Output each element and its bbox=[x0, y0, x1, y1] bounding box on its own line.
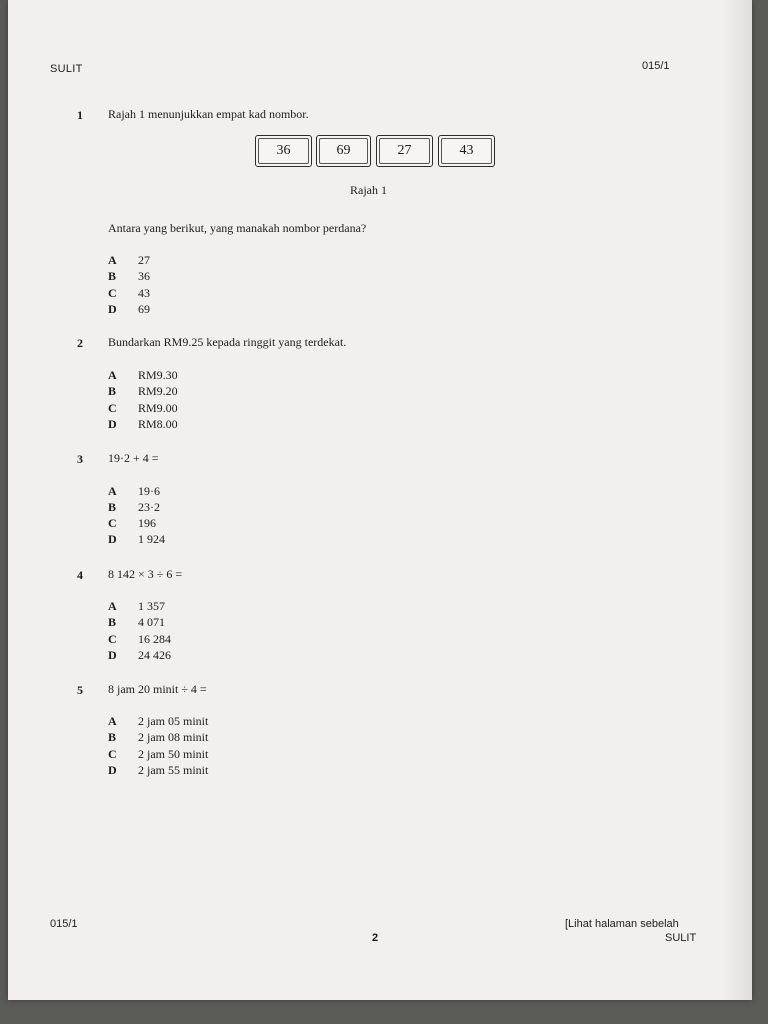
footer-paper-code: 015/1 bbox=[50, 918, 78, 930]
option-value: RM9.30 bbox=[138, 368, 178, 382]
option-value: 19·6 bbox=[138, 484, 160, 498]
option-letter: A bbox=[108, 714, 117, 728]
question-text: 19·2 + 4 = bbox=[108, 451, 159, 465]
option-value: 1 357 bbox=[138, 599, 165, 613]
question-text: Bundarkan RM9.25 kepada ringgit yang terdekat. bbox=[108, 335, 347, 349]
question-number: 2 bbox=[77, 336, 83, 350]
option-letter: C bbox=[108, 632, 117, 646]
card-value: 36 bbox=[276, 143, 291, 158]
option-letter: B bbox=[108, 384, 117, 398]
option-letter: B bbox=[108, 615, 117, 629]
option-letter: C bbox=[108, 286, 117, 300]
option-letter: D bbox=[108, 532, 117, 546]
option-value: 36 bbox=[138, 269, 150, 283]
option-letter: C bbox=[108, 747, 117, 761]
option-value: RM8.00 bbox=[138, 417, 178, 431]
option-value: 23·2 bbox=[138, 500, 160, 514]
option-letter: A bbox=[108, 253, 117, 267]
card-value: 43 bbox=[459, 143, 474, 158]
option-letter: A bbox=[108, 484, 117, 498]
question-number: 4 bbox=[77, 568, 83, 582]
number-card bbox=[255, 135, 312, 167]
option-value: 24 426 bbox=[138, 648, 171, 662]
question-prompt: Antara yang berikut, yang manakah nombor perdana? bbox=[108, 221, 367, 235]
option-letter: B bbox=[108, 500, 117, 514]
option-value: 2 jam 50 minit bbox=[138, 747, 209, 761]
option-letter: A bbox=[108, 368, 117, 382]
question-number: 1 bbox=[77, 108, 83, 122]
question-text: 8 142 × 3 ÷ 6 = bbox=[108, 567, 183, 581]
option-value: RM9.00 bbox=[138, 401, 178, 415]
option-letter: D bbox=[108, 648, 117, 662]
question-number: 5 bbox=[77, 683, 83, 697]
footer-classification: SULIT bbox=[665, 932, 697, 944]
option-value: 16 284 bbox=[138, 632, 171, 646]
number-card bbox=[316, 135, 371, 167]
option-letter: D bbox=[108, 417, 117, 431]
option-letter: D bbox=[108, 302, 117, 316]
question-text: 8 jam 20 minit ÷ 4 = bbox=[108, 682, 207, 696]
option-value: 1 924 bbox=[138, 532, 165, 546]
option-value: 43 bbox=[138, 286, 150, 300]
option-value: 4 071 bbox=[138, 615, 165, 629]
number-card bbox=[438, 135, 495, 167]
option-letter: D bbox=[108, 763, 117, 777]
header-paper-code: 015/1 bbox=[642, 60, 670, 72]
page-shadow bbox=[722, 0, 752, 1000]
card-value: 27 bbox=[397, 143, 412, 158]
option-value: 2 jam 08 minit bbox=[138, 730, 209, 744]
option-value: 27 bbox=[138, 253, 150, 267]
header-classification: SULIT bbox=[50, 63, 83, 75]
option-value: 69 bbox=[138, 302, 150, 316]
page-number: 2 bbox=[372, 932, 379, 944]
option-letter: B bbox=[108, 730, 117, 744]
number-card bbox=[376, 135, 433, 167]
option-letter: B bbox=[108, 269, 117, 283]
card-value: 69 bbox=[336, 143, 351, 158]
footer-next-page-note: [Lihat halaman sebelah bbox=[565, 918, 679, 930]
question-text: Rajah 1 menunjukkan empat kad nombor. bbox=[108, 107, 309, 121]
option-letter: C bbox=[108, 401, 117, 415]
figure-caption: Rajah 1 bbox=[350, 183, 387, 197]
option-value: 196 bbox=[138, 516, 156, 530]
option-value: 2 jam 55 minit bbox=[138, 763, 209, 777]
option-value: 2 jam 05 minit bbox=[138, 714, 209, 728]
question-number: 3 bbox=[77, 452, 83, 466]
option-value: RM9.20 bbox=[138, 384, 178, 398]
option-letter: A bbox=[108, 599, 117, 613]
option-letter: C bbox=[108, 516, 117, 530]
